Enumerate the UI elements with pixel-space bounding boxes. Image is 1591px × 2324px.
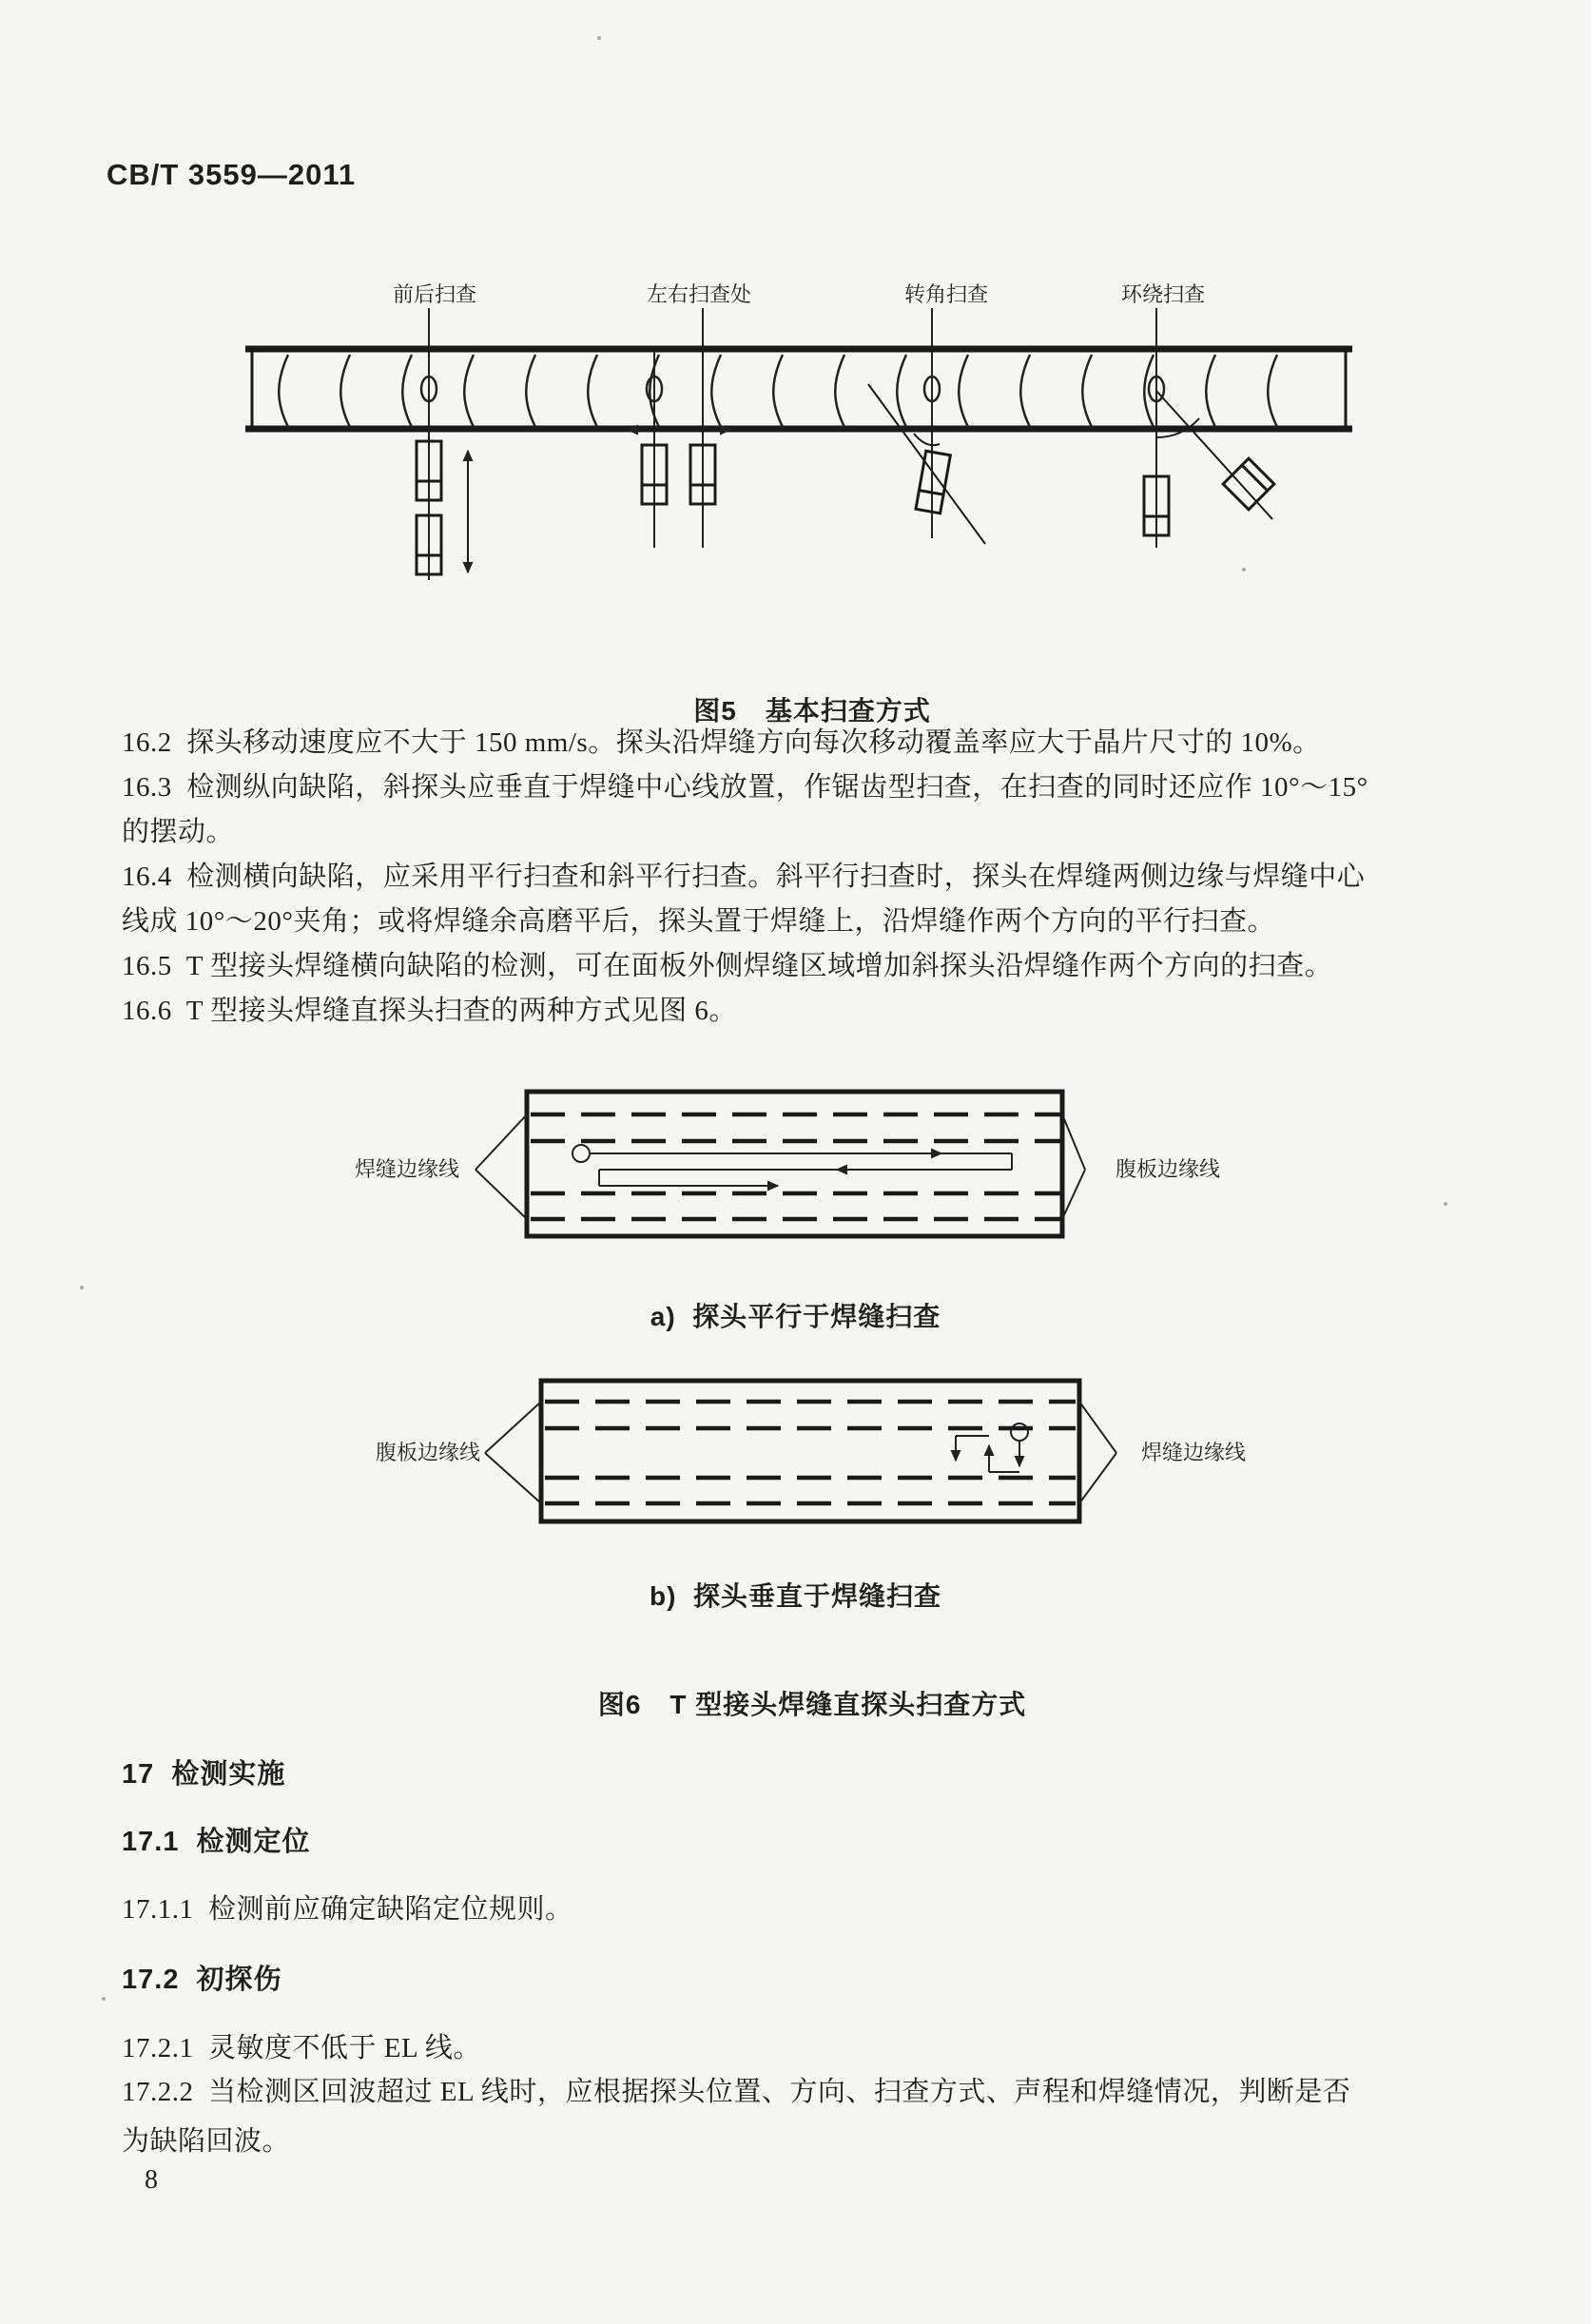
clause-16-3-line2: 的摆动。 <box>122 817 235 847</box>
clause-16-2: 16.2 探头移动速度应不大于 150 mm/s。探头沿焊缝方向每次移动覆盖率应大于晶片尺寸的 10%。 <box>122 727 1321 758</box>
right-pointer-lines <box>1079 1402 1116 1503</box>
clause-16-5: 16.5 T 型接头焊缝横向缺陷的检测，可在面板外侧焊缝区域增加斜探头沿焊缝作两个方向的扫查。 <box>122 951 1333 981</box>
heading-17-1: 17.1 检测定位 <box>122 1827 311 1857</box>
fig5-label-corner-scan: 转角扫查 <box>903 282 989 306</box>
fig5-label-orbit-scan: 环绕扫查 <box>1120 282 1206 306</box>
probe-corner-turn-icon <box>868 384 985 544</box>
edge-dashed-lines <box>531 1114 1060 1219</box>
clause-17-2-1: 17.2.1 灵敏度不低于 EL 线。 <box>122 2033 481 2063</box>
figure6b-caption: b) 探头垂直于焊缝扫查 <box>650 1581 941 1611</box>
fig6a-web-edge-label: 腹板边缘线 <box>1115 1157 1221 1181</box>
clause-16-3-line1: 16.3 检测纵向缺陷，斜探头应垂直于焊缝中心线放置，作锯齿型扫查，在扫查的同时还应作 10°～15° <box>122 772 1368 803</box>
figure6-caption-number: 图6 <box>597 1690 642 1719</box>
figure6a-caption: a) 探头平行于焊缝扫查 <box>650 1302 941 1331</box>
clause-16-4-line1: 16.4 检测横向缺陷，应采用平行扫查和斜平行扫查。斜平行扫查时，探头在焊缝两侧边缘与焊缝中心 <box>122 862 1366 892</box>
probe-front-back-icon <box>417 441 468 574</box>
probe-left-right-icon <box>628 430 730 504</box>
figure5-basic-scanning-diagram <box>219 257 1360 618</box>
clause-17-2-2-line1: 17.2.2 当检测区回波超过 EL 线时，应根据探头位置、方向、扫查方式、声程和焊缝情况，判断是否 <box>122 2077 1351 2107</box>
page-number: 8 <box>145 2165 158 2195</box>
figure5-caption-title: 基本扫查方式 <box>765 696 931 726</box>
heading-17: 17 检测实施 <box>122 1759 286 1790</box>
scan-speck <box>102 1997 106 2001</box>
standard-number: CB/T 3559—2011 <box>107 158 357 191</box>
figure6-caption <box>0 1654 1591 1753</box>
left-pointer-lines <box>475 1114 527 1219</box>
clause-16-4-line2: 线成 10°～20°夹角；或将焊缝余高磨平后，探头置于焊缝上，沿焊缝作两个方向的平行扫查。 <box>122 906 1275 937</box>
right-pointer-lines <box>1062 1114 1085 1219</box>
clauses-16-block <box>122 721 1491 1034</box>
fig6a-weld-edge-label: 焊缝边缘线 <box>354 1157 460 1181</box>
heading-17-2: 17.2 初探伤 <box>122 1965 282 1995</box>
probe-circle-icon <box>572 1145 590 1162</box>
left-pointer-lines <box>485 1402 541 1503</box>
figure6-caption-title: T 型接头焊缝直探头扫查方式 <box>669 1690 1027 1719</box>
scan-speck <box>80 1286 84 1289</box>
weld-seam-band <box>245 346 1352 432</box>
fig6b-web-edge-label: 腹板边缘线 <box>375 1441 481 1464</box>
scan-speck <box>1242 568 1246 571</box>
probe-circle-icon <box>1011 1423 1028 1441</box>
figure6a-parallel-scan-diagram <box>333 1060 1265 1279</box>
fig5-label-left-right-scan: 左右扫查处 <box>646 282 752 306</box>
fig5-label-front-back-scan: 前后扫查 <box>392 282 477 306</box>
reflector-ovals <box>421 377 1164 401</box>
fig6b-weld-edge-label: 焊缝边缘线 <box>1140 1441 1247 1464</box>
clause-17-2-2-line2: 为缺陷回波。 <box>122 2126 291 2157</box>
figure6b-perpendicular-scan-diagram <box>333 1360 1284 1578</box>
clause-16-6: 16.6 T 型接头焊缝直探头扫查的两种方式见图 6。 <box>122 996 737 1026</box>
clause-17-1-1: 17.1.1 检测前应确定缺陷定位规则。 <box>122 1894 573 1925</box>
square-wave-scan-path <box>956 1423 1028 1472</box>
serpentine-scan-path <box>572 1145 1012 1186</box>
scan-speck <box>1444 1202 1447 1206</box>
figure5-caption-number: 图5 <box>693 696 737 726</box>
edge-dashed-lines <box>545 1402 1076 1503</box>
scan-speck <box>597 36 601 40</box>
